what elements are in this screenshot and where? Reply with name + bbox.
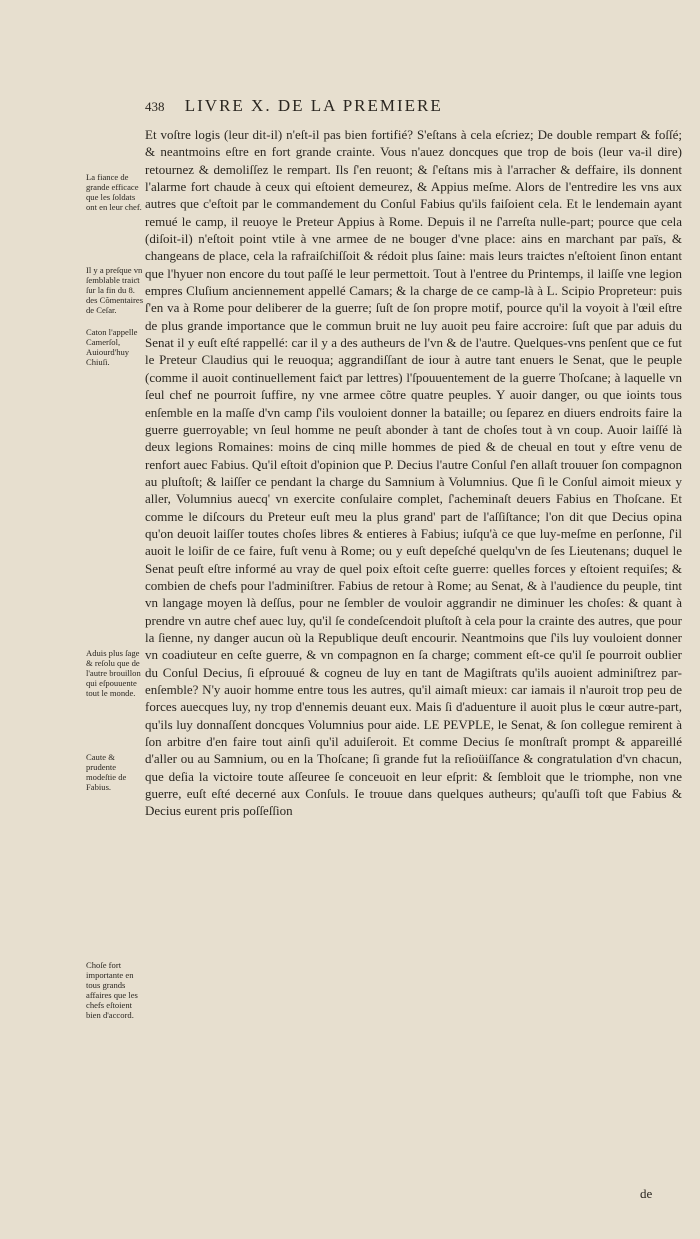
main-text [145,126,682,820]
catchword: de [640,1186,653,1201]
margin-note: La fiance de grande efficace que les ſoldats ont en leur chef. [86,172,142,212]
page-number: 438 [145,99,165,114]
margin-note: Aduis plus ſage & reſolu que de l'autre brouillon qui eſpouuente tout le monde. [86,648,141,698]
body-paragraph: Et voſtre logis (leur dit-il) n'eſt-il pas bien fortifié? S'eſtans à cela eſcriez; De double rempart & foſſé; & neantmoins eſtre en fort grande crainte. Vous n'auez doncques que trop de bois (leur va-il dire) retournez & demoliſſez le rempart. Ils ſ'en reuont; & ſ'eſtans mis à l'arracher & deffaire, ils donnent l'alarme fort chaude à ceux qui eſtoient demeurez, & Appius meſme. Alors de l'entredire les vns aux autres que c'eſtoit par le commandement du Conſul Fabius qu'ils faiſoient cela. Et le lendemain ayant remué le camp, il reuoye le Preteur Appius à Rome. Depuis il ne ſ'arreſta nulle-part; pource que cela (diſoit-il) n'eſtoit point vtile à vne armee de ne bouger d'vne place: ains en marchant par païs, & changeans de place, cela la rafraiſchiſſoit & rédoit plus ſaine: mais leurs traiƈtes n'eſtoient ſinon entant que l'hyuer non encore du tout paſſé le leur permettoit. Tout à l'entree du Printemps, il laiſſe vne legion empres Cluſium anciennement appellé Camars; & la charge de ce camp-là à L. Scipio Propreteur: puis ſ'en va à Rome pour deliberer de la guerre; ſuſt de ſon propre motif, pource qu'il la voyoit à l'œil eſtre de plus grande importance que le commun bruit ne luy auoit peu faire accroire: ſuſt que par aduis du Senat il y euſt eſté rappellé: car il y a des autheurs de l'vn & de l'autre. Quelques-vns penſent que ce fut le Preteur Claudius qui le reuoqua; aggrandiſſant de iour à autre tant enuers le Senat, que le peuple (comme il auoit continuellement faiƈt par lettres) l'ſpouuentement de la guerre Thoſcane; à laquelle vn ſeul chef ne pourroit ſuffire, ny vne armee cõtre quatre peuples. Y auoir danger, ou que ioints tous enſemble en la maſſe d'vn camp ſ'ils vouloient donner la bataille; ou ſeparez en diuers endroits faire la guerre guerroyable; vn ſeul homme ne peuſt abonder à tant de choſes tout à vn coup. Auoir laiſſé là deux legions Romaines: moins de cinq mille hommes de pied & de cheual en tout y eſtre venu de renfort auec Fabius. Qu'il eſtoit d'opinion que P. Decius l'autre Conſul ſ'en allaſt trouuer ſon compagnon au pluſtoſt; & laiſſer ce pendant la charge du Samnium à Volumnius. Que ſi le Conſul aimoit mieux y aller, Volumnius auecq' vn exercite conſulaire complet, ſ'acheminaſt deuers Fabius en Thoſcane. Et comme le diſcours du Preteur euſt meu la plus grand' part de l'aſſiſtance; l'on dit que Decius opina qu'on deuoit laiſſer toutes choſes libres & entieres à Fabius; iuſqu'à ce que luy-meſme en perſonne, ſ'il auoit le loiſir de ce faire, fuſt venu à Rome; ou y euſt depeſché quelqu'vn de ſes Lieutenans; duquel le Senat peuſt eſtre informé au vray de quel poix eſtoit ceſte guerre: quelles forces y eſtoient requiſes; & combien de chefs pour l'adminiſtrer. Fabius de retour à Rome; au Senat, & à l'audience du peuple, tint vn langage moyen là deſſus, pour ne ſembler de vouloir aggrandir ne diminuer les choſes: & quant à prendre vn autre chef auec luy, qu'il ſe condeſcendoit pluſtoſt à cela pour la crainte des autres, que pour la ſienne, ny danger aucun où la Republique deuſt encourir. Neantmoins que ſ'ils luy vouloient donner vn coadiuteur en ceſte guerre, & vn compagnon en ſa charge; comment eſt-ce qu'il ſe pourroit oublier du Conſul Decius, ſi eſprouué & cogneu de luy en tant de Magiſtrats qu'ils auoient adminiſtrez par-enſemble? N'y auoir homme entre tous les autres, qu'il aimaſt mieux: car iamais il n'auroit trop peu de forces auecques luy, ny trop d'ennemis deuant eux. Mais ſi d'aduenture il auoit plus le cœur autre-part, qu'ils luy donnaſſent doncques Volumnius pour aide. LE PEVPLE, le Senat, & ſon collegue remirent à ſon arbitre d'en faire tout ainſi qu'il aduiſeroit. Et comme Decius ſe monſtraſt prompt & appareillé d'aller ou au Samnium, ou en la Thoſcane; ſi grande fut la reſioüiſſance & congratulation d'vn chacun, que deſia la victoire toute aſſeuree ſe conceuoit en leur eſprit: & ſembloit que le triomphe, non vne guerre, euſt eſté decerné aux Conſuls. Ie trouue dans quelques autheurs; qu'auſſi toſt que Fabius & Decius eurent pris poſſeſſion [145,127,682,819]
margin-note: Caton l'appelle Camerſol, Auiourd'huy Chiuſi. [86,327,138,367]
margin-note: Il y a preſque vn ſemblable traiƈt ſur la fin du 8. des Cõmentaires de Ceſar. [86,265,144,315]
running-title: LIVRE X. DE LA PREMIERE [184,96,443,115]
page-header [145,96,545,116]
margin-note: Caute & prudente modeſtie de Fabius. [86,752,127,792]
margin-note: Choſe fort importante en tous grands affaires que les chefs eſtoient bien d'accord. [86,960,138,1020]
